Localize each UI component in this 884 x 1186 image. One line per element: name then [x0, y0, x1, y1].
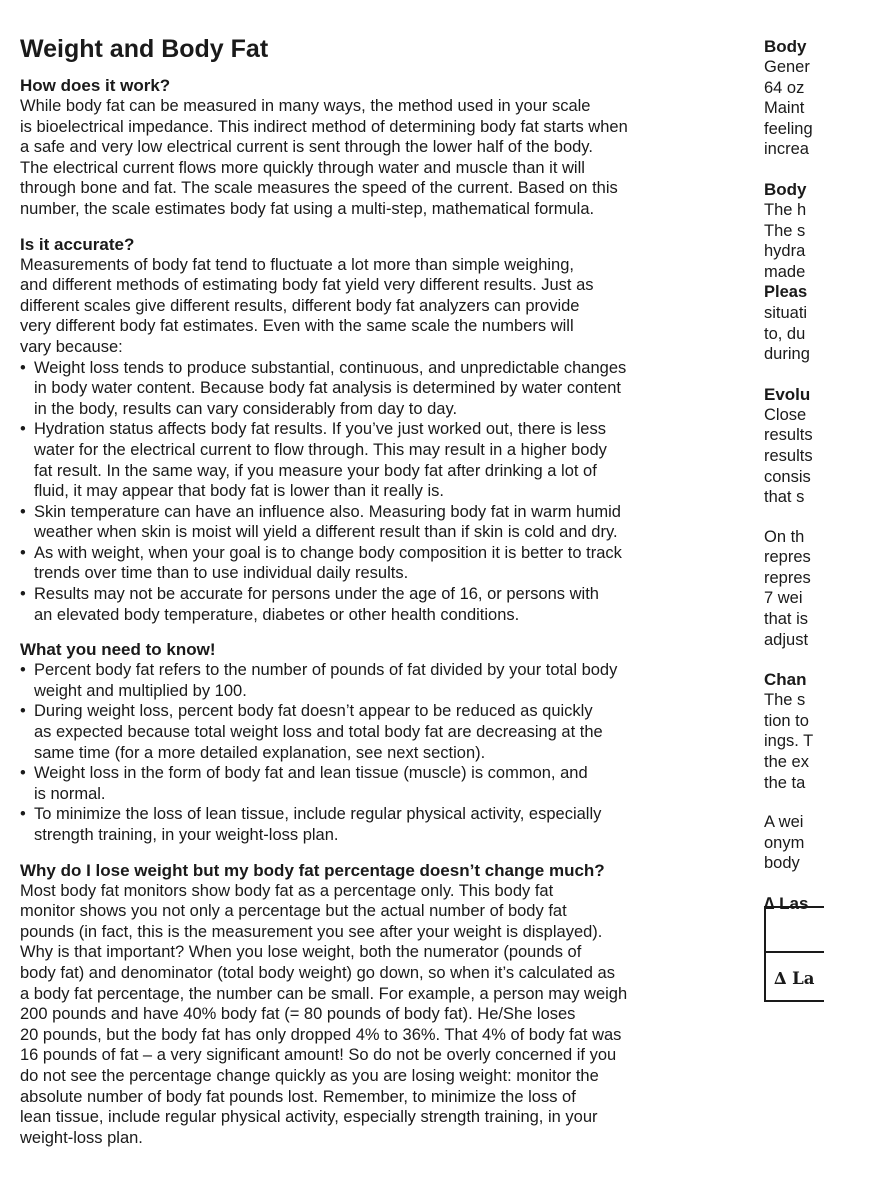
right-text-fragment: that s: [764, 488, 805, 507]
right-text-fragment: tion to: [764, 711, 809, 730]
section-4: [20, 860, 700, 1149]
right-text-fragment: The s: [764, 221, 806, 240]
section-paragraph: Most body fat monitors show body fat as a percentage only. This body fat monitor shows you not only a percentage but the actual number of body fat pounds (in fact, this is the measurement you see after your weight is displayed). Why is that important? When you lose weight, both the numerator (pounds of body fat) and denominator (total body weight) go down, so when it’s calculated as a body fat percentage, the number can be small. For example, a person may weigh 200 pounds and have 40% body fat (= 80 pounds of body fat). He/She loses 20 pounds, but the body fat has only dropped 4% to 36%. That 4% of body fat was 16 pounds of fat – a very significant amount! So do not be overly concerned if you do not see the percentage change quickly as you are losing weight: monitor the absolute number of body fat pounds lost. Remember, to minimize the loss of lean tissue, include regular physical activity, especially strength training, in your weight-loss plan.: [20, 881, 628, 1147]
right-column-cropped: [764, 36, 884, 914]
section-2: [20, 234, 700, 626]
section-heading: Why do I lose weight but my body fat percentage doesn’t change much?: [20, 860, 605, 880]
bullet-text: To minimize the loss of lean tissue, include regular physical activity, especially strength training, in your weight-loss plan.: [34, 805, 602, 844]
bullet-item: [20, 701, 700, 763]
right-text-fragment: during: [764, 345, 810, 364]
bullet-item: [20, 543, 700, 584]
bullet-text: As with weight, when your goal is to change body composition it is better to track trends over time than to use individual daily results.: [34, 543, 622, 583]
bullet-item: [20, 358, 700, 420]
section-heading: Is it accurate?: [20, 234, 135, 254]
section-paragraph: Measurements of body fat tend to fluctuate a lot more than simple weighing, and different methods of estimating body fat yield very different results. Just as different scales give different results, different body fat analyzers can provide very different body fat estimates. Even with the same scale the numbers will vary because:: [20, 255, 594, 356]
right-heading-fragment: Body: [764, 179, 807, 199]
left-column: [20, 34, 700, 1162]
page-title: Weight and Body Fat: [20, 35, 269, 63]
right-text-fragment: situati: [764, 303, 808, 322]
delta-table-cropped: [764, 906, 824, 1002]
bullet-text: Hydration status affects body fat results. If you’ve just worked out, there is less water for the electrical current to flow through. This may result in a higher body fat result. In the same way, if you measure your body fat after drinking a lot of fluid, it may appear that body fat is lower than it really is.: [34, 420, 607, 501]
bullet-dot-icon: •: [20, 420, 26, 439]
right-text-fragment: 7 wei: [764, 589, 803, 608]
bullet-text: Percent body fat refers to the number of pounds of fat divided by your total body weight and multiplied by 100.: [34, 661, 618, 700]
bullet-text: Weight loss in the form of body fat and lean tissue (muscle) is common, and is normal.: [34, 764, 588, 803]
right-text-fragment: results: [764, 446, 813, 465]
right-text-fragment: the ta: [764, 773, 806, 792]
bullet-dot-icon: •: [20, 702, 26, 721]
right-text-fragment: ings. T: [764, 732, 814, 751]
right-gap: [764, 793, 884, 812]
bullet-item: [20, 419, 700, 501]
right-text-fragment: results: [764, 426, 813, 445]
bullet-list: [20, 660, 700, 845]
right-text-fragment: Close: [764, 405, 807, 424]
right-text-fragment: hydra: [764, 242, 806, 261]
right-heading-fragment: Evolu: [764, 384, 811, 404]
section-heading: How does it work?: [20, 76, 171, 95]
right-gap: [764, 365, 884, 384]
bullet-item: [20, 502, 700, 543]
bullet-dot-icon: •: [20, 764, 26, 783]
right-gap: [764, 160, 884, 179]
right-text-fragment: made: [764, 262, 806, 281]
section-3: [20, 639, 700, 845]
right-text-fragment: On th: [764, 527, 805, 546]
bullet-dot-icon: •: [20, 502, 26, 521]
bullet-dot-icon: •: [20, 805, 26, 824]
bullet-item: [20, 804, 700, 845]
bullet-item: [20, 763, 700, 804]
bullet-list: [20, 358, 700, 626]
section-paragraph: While body fat can be measured in many ways, the method used in your scale is bioelectrical impedance. This indirect method of determining body fat starts when a safe and very low electrical current is sent through the lower half of the body. The electrical current flows more quickly through water and muscle than it will through bone and fat. The scale measures the speed of the current. Based on this number, the scale estimates body fat using a multi-step, mathematical formula.: [20, 97, 628, 218]
right-text-fragment: Pleas: [764, 283, 808, 302]
section-heading: What you need to know!: [20, 640, 216, 660]
right-text-fragment: A wei: [764, 813, 804, 832]
table-divider: [766, 951, 824, 953]
bullet-dot-icon: •: [20, 543, 26, 562]
right-heading-fragment: Body: [764, 37, 807, 56]
bullet-dot-icon: •: [20, 358, 26, 377]
right-text-fragment: consis: [764, 467, 811, 486]
bullet-text: During weight loss, percent body fat doesn’t appear to be reduced as quickly as expected because total weight loss and total body fat are decreasing at the same time (for a more detailed explanation, see next section).: [34, 702, 603, 762]
bullet-dot-icon: •: [20, 585, 26, 604]
right-gap: [764, 508, 884, 527]
right-text-fragment: repres: [764, 548, 811, 567]
right-heading-fragment: ∆ Las: [764, 894, 809, 913]
bullet-dot-icon: •: [20, 661, 26, 680]
table-cell-delta: ∆ La: [774, 969, 815, 988]
bullet-item: [20, 660, 700, 701]
right-text-fragment: the ex: [764, 753, 809, 772]
right-text-fragment: repres: [764, 568, 811, 587]
right-text-fragment: Maint: [764, 99, 805, 118]
bullet-item: [20, 584, 700, 625]
right-text-fragment: The h: [764, 200, 807, 219]
right-text-fragment: 64 oz: [764, 78, 805, 97]
bullet-text: Skin temperature can have an influence also. Measuring body fat in warm humid weather when skin is moist will yield a different result than if skin is cold and dry.: [34, 502, 621, 542]
right-gap: [764, 650, 884, 669]
right-gap: [764, 874, 884, 893]
sections-container: [20, 75, 700, 1148]
right-text-fragment: onym: [764, 833, 805, 852]
right-text-fragment: feeling: [764, 119, 813, 138]
bullet-text: Results may not be accurate for persons under the age of 16, or persons with an elevated body temperature, diabetes or other health conditions.: [34, 585, 599, 624]
section-1: [20, 75, 700, 220]
right-heading-fragment: Chan: [764, 670, 807, 690]
right-text-fragment: body: [764, 854, 800, 873]
right-text-fragment: The s: [764, 691, 806, 710]
right-text-fragment: adjust: [764, 630, 809, 649]
right-text-fragment: Gener: [764, 58, 810, 76]
right-text-fragment: increa: [764, 140, 809, 159]
right-text-fragment: to, du: [764, 324, 806, 343]
bullet-text: Weight loss tends to produce substantial, continuous, and unpredictable changes in body water content. Because body fat analysis is determined by water content in the body, results can vary considerably from day to day.: [34, 358, 627, 418]
right-text-fragment: that is: [764, 610, 809, 629]
